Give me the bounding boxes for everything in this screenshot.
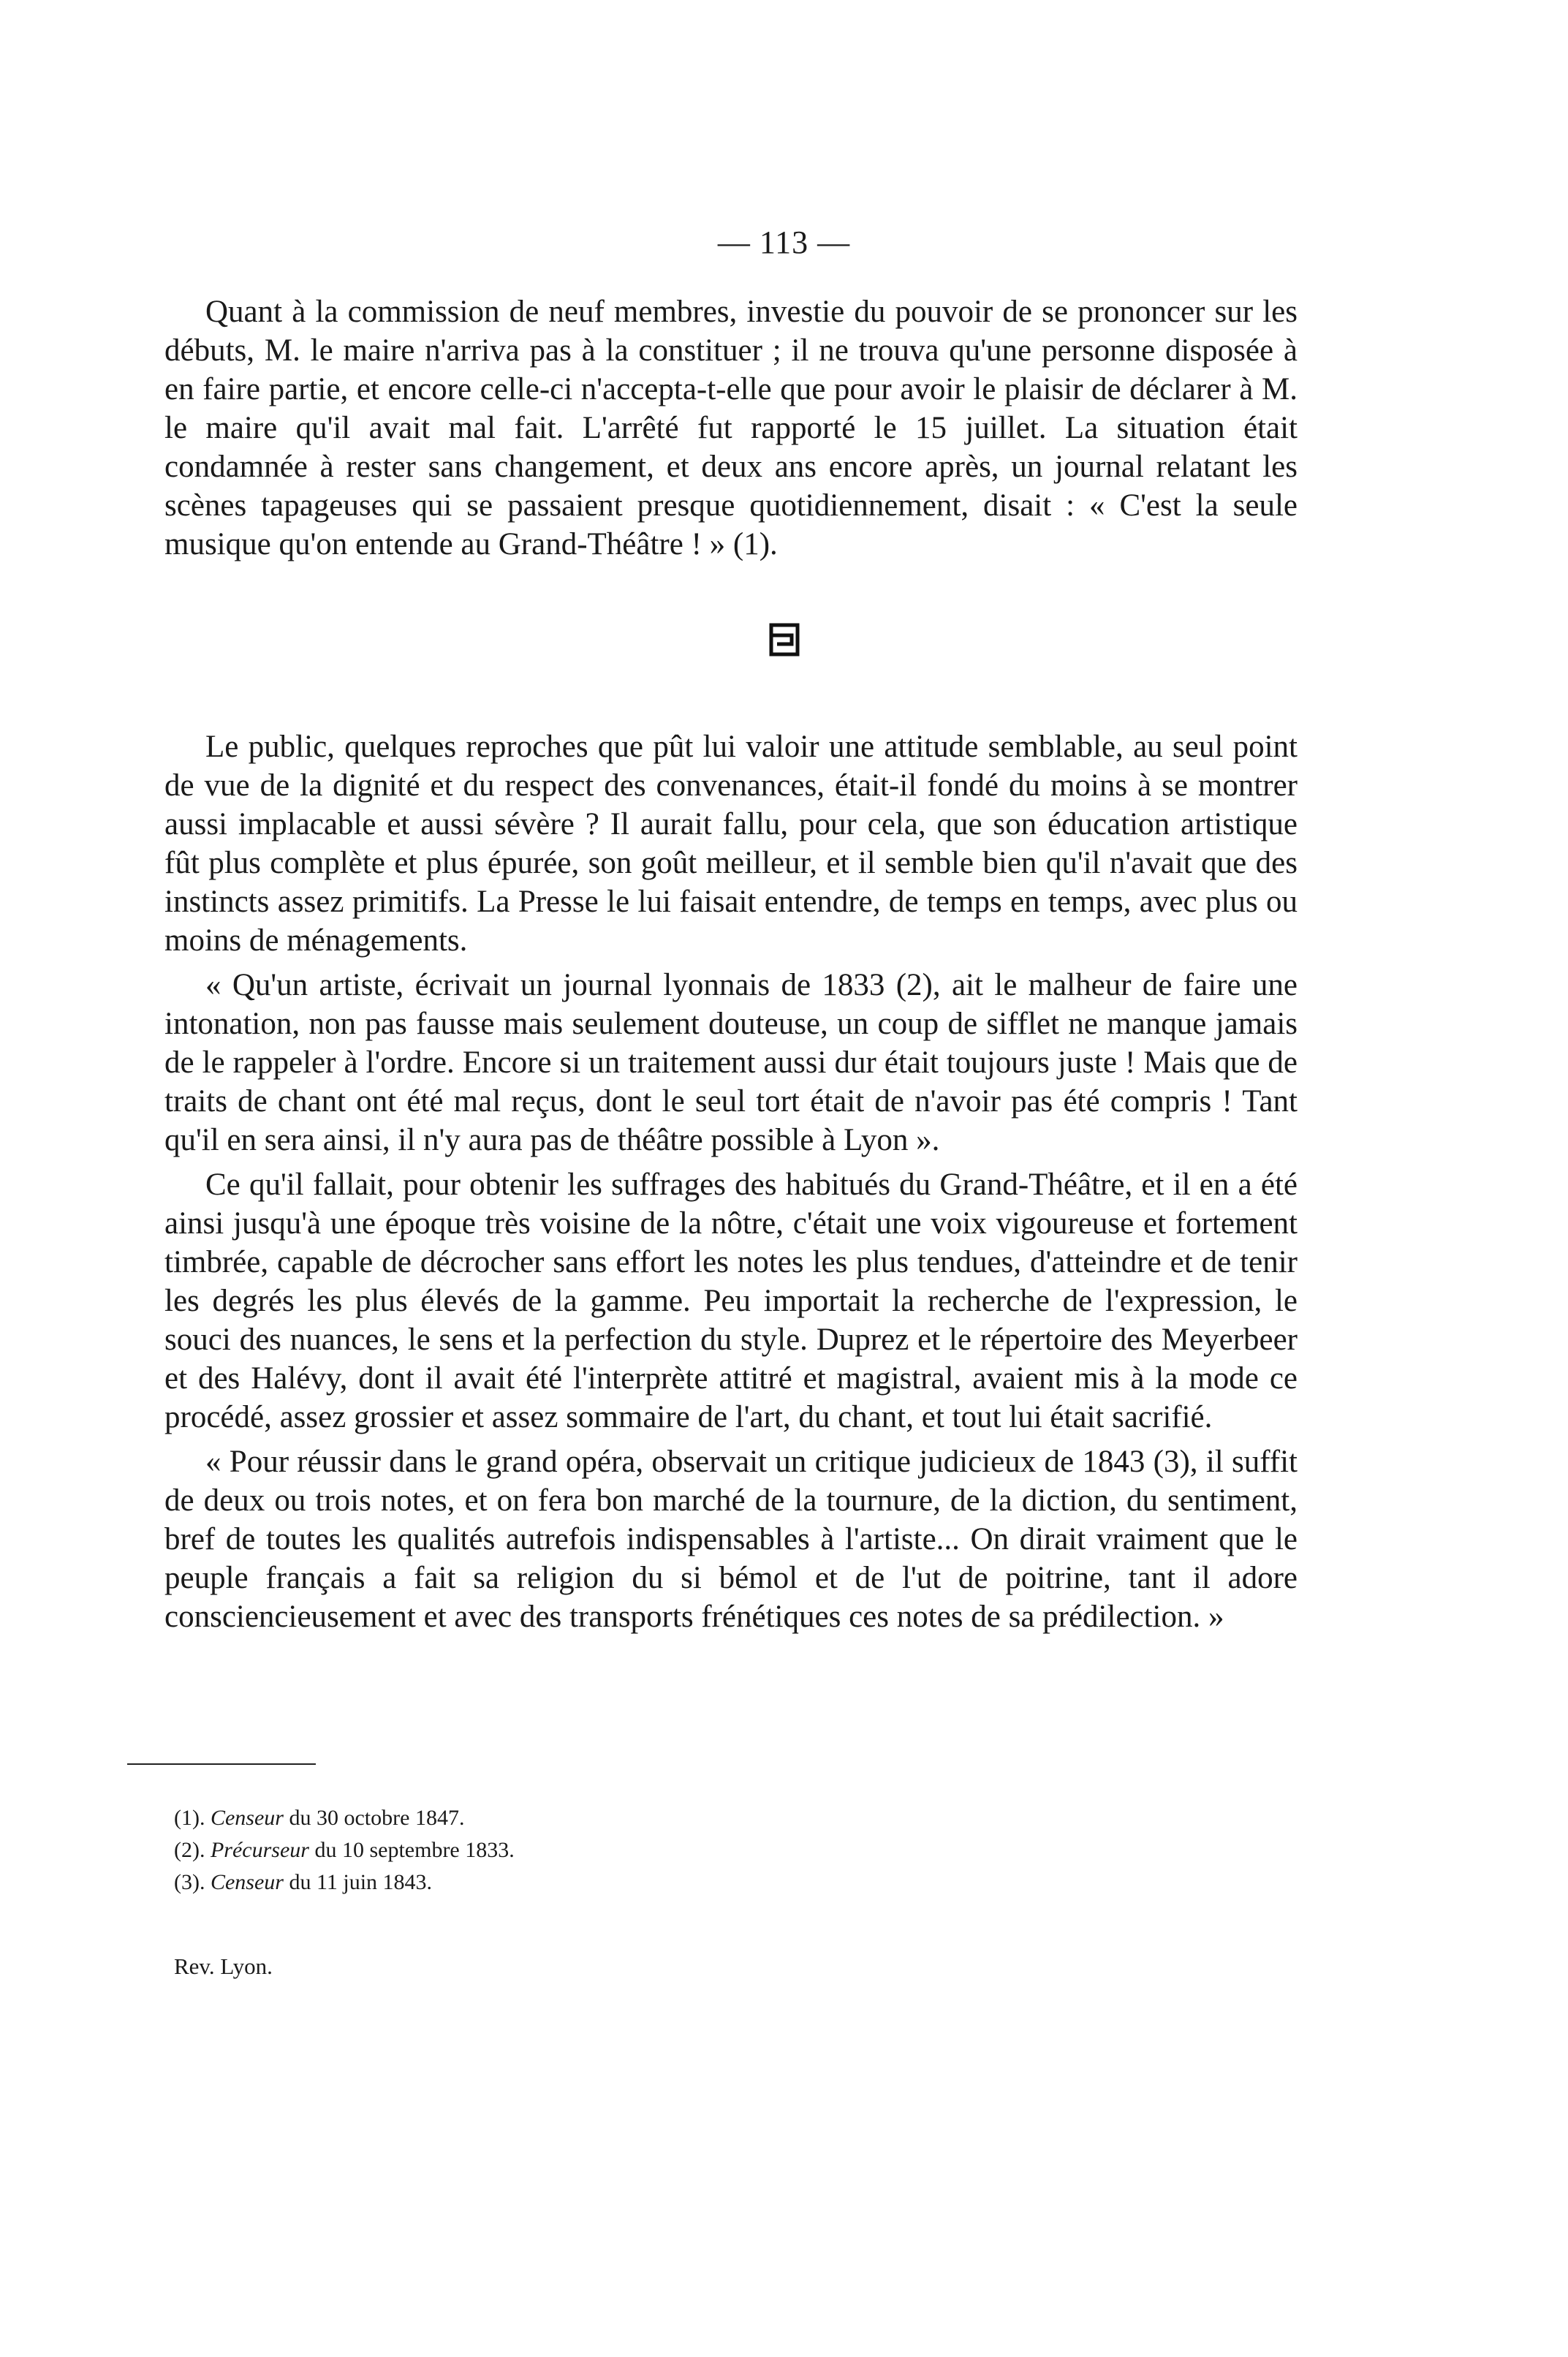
page-number: — 113 —: [717, 224, 851, 260]
section-ornament-icon: [769, 623, 800, 657]
footnote: [174, 1834, 1051, 1866]
paragraph: « Pour réussir dans le grand opéra, observait un critique judicieux de 1843 (3), il suffit de deux ou trois notes, et on fera bon marché de la tournure, de la diction, du sentiment, bref de toutes les qualités autrefois indispensables à l'artiste... On dirait vraiment que le peuple français a fait sa religion du si bémol et de l'ut de poitrine, tant il adore consciencieusement et avec des transports frénétiques ces notes de sa prédilection. »: [164, 1445, 1298, 1634]
footnotes: [174, 1802, 1051, 1899]
footnote: [174, 1866, 1051, 1899]
footnote-marker: (1).: [174, 1806, 205, 1830]
opening-text-block: [164, 292, 1298, 564]
footnote-source: Précurseur: [210, 1838, 309, 1862]
footnote-text: du 11 juin 1843.: [289, 1870, 433, 1894]
paragraph: Quant à la commission de neuf membres, investie du pouvoir de se prononcer sur les débuts, M. le maire n'arriva pas à la constituer ; il ne trouva qu'une personne disposée à en faire partie, et encore celle-ci n'accepta-t-elle que pour avoir le plaisir de déclarer à M. le maire qu'il avait mal fait. L'arrêté fut rapporté le 15 juillet. La situation était condamnée à rester sans changement, et deux ans encore après, un journal relatant les scènes tapageuses qui se passaient presque quotidiennement, disait : « C'est la seule musique qu'on entende au Grand-Théâtre ! » (1).: [164, 295, 1298, 561]
footnote: [174, 1802, 1051, 1834]
paragraph: Ce qu'il fallait, pour obtenir les suffrages des habitués du Grand-Théâtre, et il en a été ainsi jusqu'à une époque très voisine de la nôtre, c'était une voix vigoureuse et fortement timbrée, capable de décrocher sans effort les notes les plus tendues, d'atteindre et de tenir les degrés les plus élevés de la gamme. Peu importait la recherche de l'expression, le souci des nuances, le sens et la perfection du style. Duprez et le répertoire des Meyerbeer et des Halévy, dont il avait été l'interprète attitré et magistral, avaient mis à la mode ce procédé, assez grossier et assez sommaire de l'art, du chant, et tout lui était sacrifié.: [164, 1168, 1298, 1434]
paragraph: Le public, quelques reproches que pût lui valoir une attitude semblable, au seul point de vue de la dignité et du respect des convenances, était-il fondé du moins à se montrer aussi implacable et aussi sévère ? Il aurait fallu, pour cela, que son éducation artistique fût plus complète et plus épurée, son goût meilleur, et il semble bien qu'il n'avait que des instincts assez primitifs. La Presse le lui faisait entendre, de temps en temps, avec plus ou moins de ménagements.: [164, 730, 1298, 958]
main-text-block: [164, 727, 1298, 1636]
footnote-marker: (3).: [174, 1870, 205, 1894]
footnote-source: Censeur: [210, 1870, 284, 1894]
footnote-source: Censeur: [210, 1806, 284, 1830]
footnote-text: du 30 octobre 1847.: [289, 1806, 465, 1830]
footnote-text: du 10 septembre 1833.: [314, 1838, 515, 1862]
footnote-marker: (2).: [174, 1838, 205, 1862]
footnote-divider: [127, 1763, 316, 1765]
paragraph: « Qu'un artiste, écrivait un journal lyonnais de 1833 (2), ait le malheur de faire une intonation, non pas fausse mais seulement douteuse, un coup de sifflet ne manque jamais de le rappeler à l'ordre. Encore si un traitement aussi dur était toujours juste ! Mais que de traits de chant ont été mal reçus, dont le seul tort était de n'avoir pas été compris ! Tant qu'il en sera ainsi, il n'y aura pas de théâtre possible à Lyon ».: [164, 968, 1298, 1157]
signature-mark: Rev. Lyon.: [174, 1953, 273, 1979]
